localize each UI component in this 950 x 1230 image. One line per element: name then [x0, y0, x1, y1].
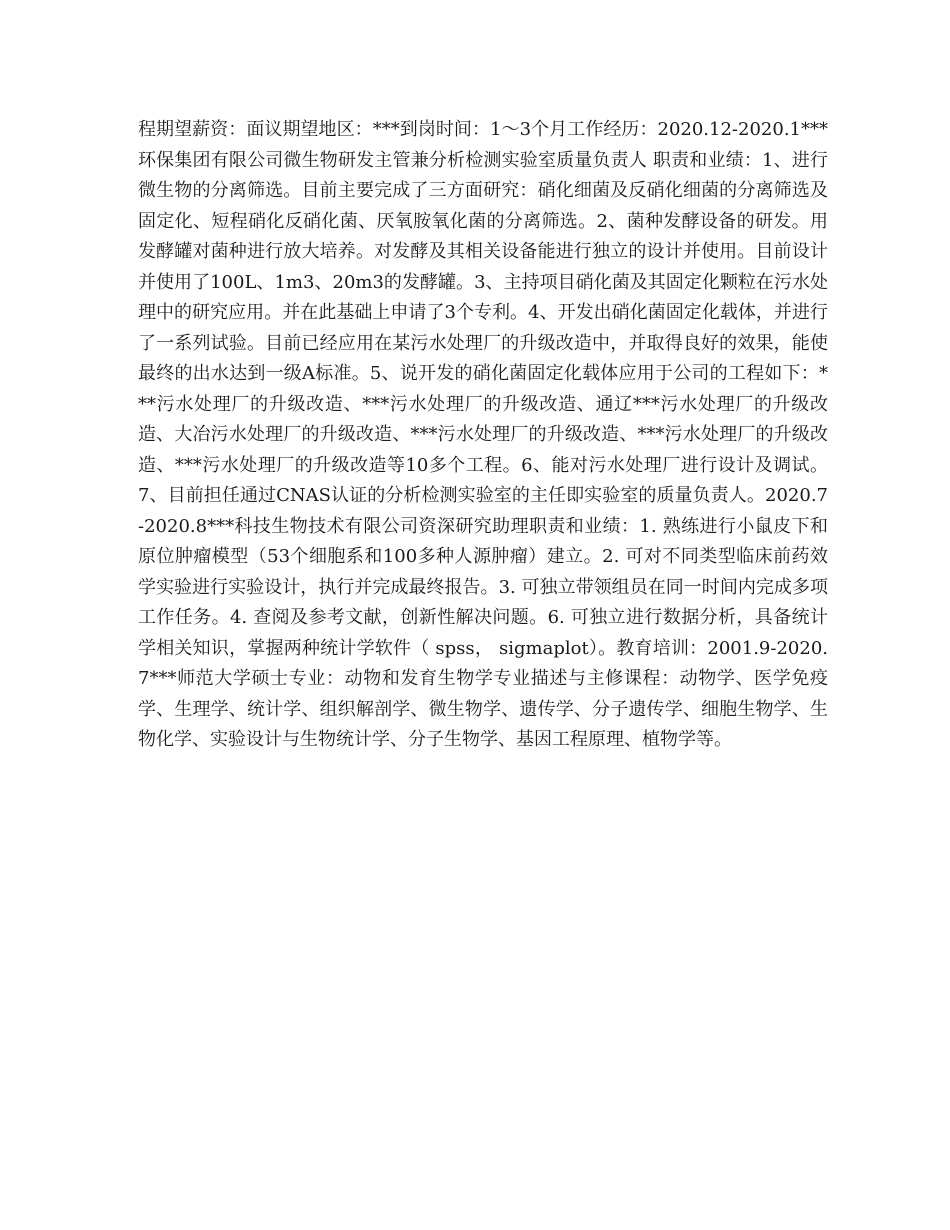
body-paragraph: 程期望薪资：面议期望地区：***到岗时间：1～3个月工作经历：2020.12-2020.1***环保集团有限公司微生物研发主管兼分析检测实验室质量负责人 职责和业绩：1、进行微生物的分离筛选。目前主要完成了三方面研究：硝化细菌及反硝化细菌的分离筛选及固定化、短程硝化反硝化菌、厌氧胺氧化菌的分离筛选。2、菌种发酵设备的研发。用发酵罐对菌种进行放大培养。对发酵及其相关设备能进行独立的设计并使用。目前设计并使用了100L、1m3、20m3的发酵罐。3、主持项目硝化菌及其固定化颗粒在污水处理中的研究应用。并在此基础上申请了3个专利。4、开发出硝化菌固定化载体，并进行了一系列试验。目前已经应用在某污水处理厂的升级改造中，并取得良好的效果，能使最终的出水达到一级A标准。5、说开发的硝化菌固定化载体应用于公司的工程如下：***污水处理厂的升级改造、***污水处理厂的升级改造、通辽***污水处理厂的升级改造、大冶污水处理厂的升级改造、***污水处理厂的升级改造、***污水处理厂的升级改造、***污水处理厂的升级改造等10多个工程。6、能对污水处理厂进行设计及调试。7、目前担任通过CNAS认证的分析检测实验室的主任即实验室的质量负责人。2020.7-2020.8***科技生物技术有限公司资深研究助理职责和业绩：1. 熟练进行小鼠皮下和原位肿瘤模型（53个细胞系和100多种人源肿瘤）建立。2. 可对不同类型临床前药效学实验进行实验设计，执行并完成最终报告。3. 可独立带领组员在同一时间内完成多项工作任务。4. 查阅及参考文献，创新性解决问题。6. 可独立进行数据分析，具备统计学相关知识，掌握两种统计学软件（ spss， sigmaplot）。教育培训：2001.9-2020.7***师范大学硕士专业：动物和发育生物学专业描述与主修课程：动物学、医学免疫学、生理学、统计学、组织解剖学、微生物学、遗传学、分子遗传学、细胞生物学、生物化学、实验设计与生物统计学、分子生物学、基因工程原理、植物学等。	[138, 119, 828, 750]
